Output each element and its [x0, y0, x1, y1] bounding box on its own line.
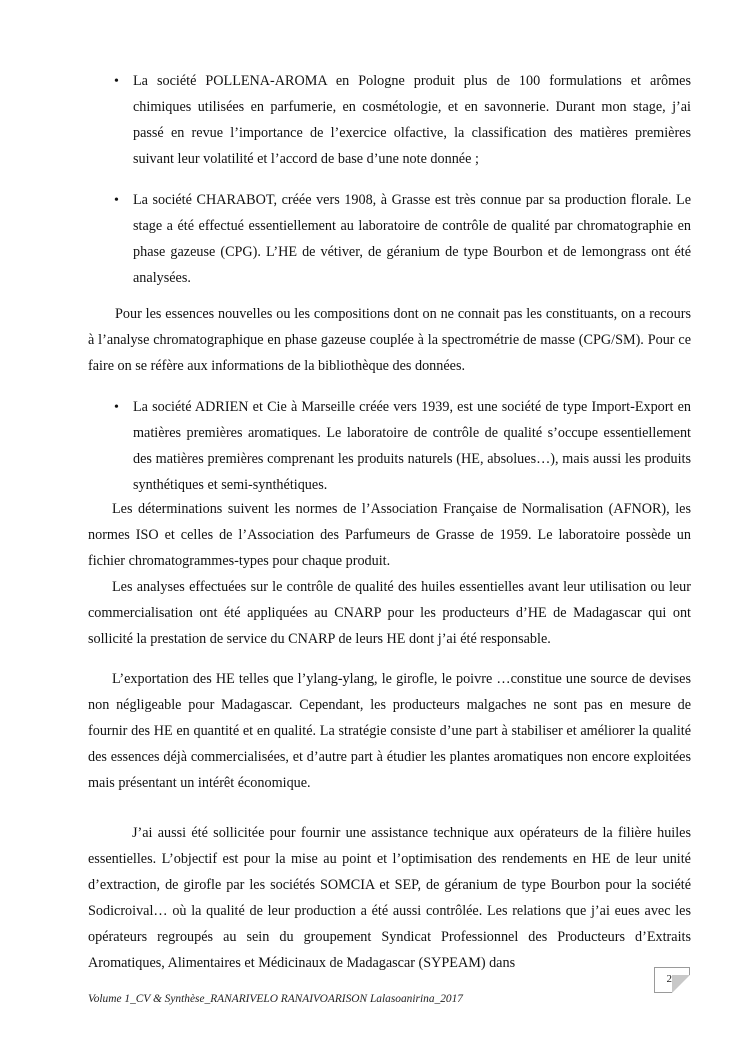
bullet-pollena — [114, 68, 691, 172]
bullet-dot — [114, 187, 132, 214]
bullet-text: La société POLLENA-AROMA en Pologne produit plus de 100 formulations et arômes chimiques utilisées en parfumerie, en cosmétologie, et en savonnerie. Durant mon stage, j’ai passé en revue l’importance de l’exercice olfactive, la classification des matières premières suivant leur volatilité et l’accord de base d’une note donnée ; — [133, 73, 691, 167]
bullet-dot — [114, 394, 132, 421]
page-curl-icon — [672, 975, 690, 993]
paragraph-normes: Les déterminations suivent les normes de l’Association Française de Normalisation (AFNOR), les normes ISO et celles de l’Association des Parfumeurs de Grasse de 1959. Le laboratoire possède un fichier chromatogrammes-types pour chaque produit. — [88, 501, 691, 569]
paragraph-exportation: L’exportation des HE telles que l’ylang-ylang, le girofle, le poivre …constitue une source de devises non négligeable pour Madagascar. Cependant, les producteurs malgaches ne sont pas en mesure de fournir des HE en quantité et en qualité. La stratégie consiste d’une part à stabiliser et améliorer la qualité des essences déjà commercialisées, et d’autre part à étudier les plantes aromatiques non encore exploitées mais présentant un intérêt économique. — [88, 671, 691, 791]
paragraph-analyses: Les analyses effectuées sur le contrôle de qualité des huiles essentielles avant leur utilisation ou leur commercialisation ont été appliquées au CNARP pour les producteurs d’HE de Madagascar qui ont sollicité la prestation de service du CNARP de leurs HE dont j’ai été responsable. — [88, 579, 691, 647]
bullet-text: La société CHARABOT, créée vers 1908, à Grasse est très connue par sa production florale. Le stage a été effectué essentiellement au laboratoire de contrôle de qualité par chromatographie en phase gazeuse (CPG). L’HE de vétiver, de géranium de type Bourbon et de lemongrass ont été analysées. — [133, 192, 691, 286]
footer-text: Volume 1_CV & Synthèse_RANARIVELO RANAIVOARISON Lalasoanirina_2017 — [88, 993, 463, 1005]
bullet-dot — [114, 68, 132, 95]
page-number: 20 — [666, 973, 678, 985]
paragraph-assistance: J’ai aussi été sollicitée pour fournir une assistance technique aux opérateurs de la filière huiles essentielles. L’objectif est pour la mise au point et l’optimisation des rendements en HE de leur unité d’extraction, de girofle par les sociétés SOMCIA et SEP, de géranium de type Bourbon pour la société Sodicroival… où la qualité de leur production a été aussi contrôlée. Les relations que j’ai eues avec les opérateurs regroupés au sein du groupement Syndicat Professionnel des Producteurs d’Extraits Aromatiques, Alimentaires et Médicinaux de Madagascar (SYPEAM) dans — [88, 825, 691, 971]
page-number-box — [654, 967, 690, 993]
bullet-text: La société ADRIEN et Cie à Marseille créée vers 1939, est une société de type Import-Export en matières premières aromatiques. Le laboratoire de contrôle de qualité s’occupe essentiellement des matières premières comprenant les produits naturels (HE, absolues…), mais aussi les produits synthétiques et semi-synthétiques. — [133, 399, 691, 493]
bullet-adrien — [114, 394, 691, 498]
bullet-charabot — [114, 187, 691, 291]
paragraph-cpg: Pour les essences nouvelles ou les compositions dont on ne connait pas les constituants, on a recours à l’analyse chromatographique en phase gazeuse couplée à la spectrométrie de masse (CPG/SM). Pour ce faire on se réfère aux informations de la bibliothèque des données. — [88, 306, 691, 374]
